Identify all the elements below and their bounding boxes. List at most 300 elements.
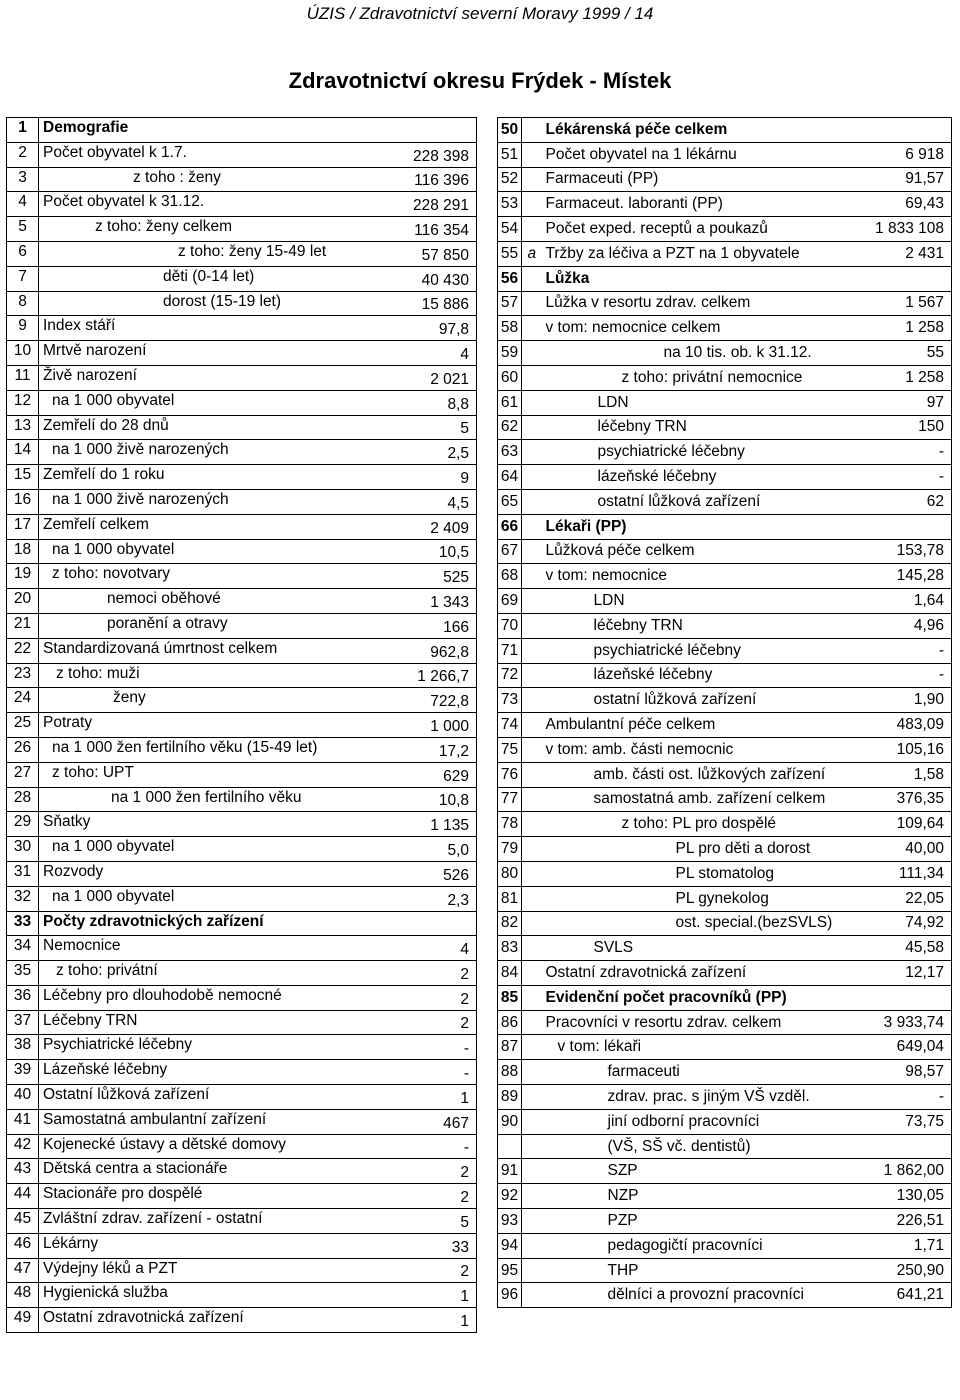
row-label: Zemřelí celkem	[39, 514, 379, 539]
row-number: 92	[498, 1184, 522, 1209]
row-label: Farmaceut. laboranti (PP)	[542, 192, 842, 217]
row-value	[842, 514, 952, 539]
row-number: 75	[498, 737, 522, 762]
row-value: -	[379, 1134, 477, 1159]
table-row	[498, 1184, 952, 1209]
table-row	[498, 539, 952, 564]
row-mark: a	[522, 241, 542, 266]
row-number: 78	[498, 812, 522, 837]
table-row	[498, 886, 952, 911]
row-number: 2	[7, 142, 39, 167]
row-label: Sňatky	[39, 812, 379, 837]
row-number: 27	[7, 762, 39, 787]
row-mark	[522, 737, 542, 762]
row-label: Počet exped. receptů a poukazů	[542, 217, 842, 242]
row-mark	[522, 217, 542, 242]
row-label: LDN	[542, 390, 842, 415]
table-row	[7, 1035, 477, 1060]
row-number: 62	[498, 415, 522, 440]
row-value: 10,5	[379, 539, 477, 564]
row-number: 16	[7, 489, 39, 514]
table-row	[498, 266, 952, 291]
table-row	[7, 1010, 477, 1035]
table-row	[7, 1184, 477, 1209]
right-table	[497, 117, 952, 1308]
row-value: 116 354	[379, 217, 477, 242]
row-number: 72	[498, 663, 522, 688]
row-number: 34	[7, 936, 39, 961]
row-mark	[522, 1109, 542, 1134]
row-value: 6 918	[842, 142, 952, 167]
row-label: Počet obyvatel na 1 lékárnu	[542, 142, 842, 167]
row-mark	[522, 638, 542, 663]
table-row	[7, 886, 477, 911]
row-value: 97,8	[379, 316, 477, 341]
row-value: -	[842, 663, 952, 688]
row-number: 41	[7, 1109, 39, 1134]
row-number: 55	[498, 241, 522, 266]
row-value: 1 567	[842, 291, 952, 316]
row-value: 62	[842, 489, 952, 514]
table-row	[498, 911, 952, 936]
row-label: z toho: ženy 15-49 let	[39, 241, 379, 266]
row-value: 2 409	[379, 514, 477, 539]
row-number: 17	[7, 514, 39, 539]
row-number: 81	[498, 886, 522, 911]
row-label: PL stomatolog	[542, 861, 842, 886]
table-row	[7, 1109, 477, 1134]
table-row	[7, 812, 477, 837]
row-value: 1 258	[842, 365, 952, 390]
row-label: PL pro děti a dorost	[542, 837, 842, 862]
table-row	[498, 613, 952, 638]
row-label: v tom: amb. části nemocnic	[542, 737, 842, 762]
table-row	[498, 762, 952, 787]
table-row	[498, 985, 952, 1010]
row-label: PZP	[542, 1209, 842, 1234]
row-label: Počet obyvatel k 1.7.	[39, 142, 379, 167]
table-row	[498, 341, 952, 366]
row-label: Kojenecké ústavy a dětské domovy	[39, 1134, 379, 1159]
table-row	[498, 1060, 952, 1085]
row-number: 22	[7, 638, 39, 663]
row-number: 4	[7, 192, 39, 217]
row-value: 1	[379, 1308, 477, 1333]
row-label: Index stáří	[39, 316, 379, 341]
table-row	[498, 217, 952, 242]
table-row	[498, 142, 952, 167]
row-label: (VŠ, SŠ vč. dentistů)	[542, 1134, 842, 1159]
row-mark	[522, 1010, 542, 1035]
row-number: 42	[7, 1134, 39, 1159]
table-row	[498, 812, 952, 837]
table-row	[498, 638, 952, 663]
row-value: 15 886	[379, 291, 477, 316]
row-label: z toho: privátní nemocnice	[542, 365, 842, 390]
row-value: 1	[379, 1085, 477, 1110]
row-value	[842, 118, 952, 143]
row-label: Živě narození	[39, 365, 379, 390]
row-label: Rozvody	[39, 861, 379, 886]
row-label: Standardizovaná úmrtnost celkem	[39, 638, 379, 663]
row-number: 82	[498, 911, 522, 936]
row-value: 4	[379, 936, 477, 961]
page-header: ÚZIS / Zdravotnictví severní Moravy 1999 / 14	[306, 4, 654, 23]
row-value: 250,90	[842, 1258, 952, 1283]
row-value: 2	[379, 1184, 477, 1209]
table-row	[7, 192, 477, 217]
table-row	[7, 1258, 477, 1283]
table-row	[7, 1134, 477, 1159]
row-value: 2	[379, 961, 477, 986]
row-label: Mrtvě narození	[39, 341, 379, 366]
table-row	[7, 1283, 477, 1308]
table-row	[498, 316, 952, 341]
table-row	[498, 861, 952, 886]
row-number: 31	[7, 861, 39, 886]
table-row	[7, 713, 477, 738]
row-value: 111,34	[842, 861, 952, 886]
row-value: 1,90	[842, 688, 952, 713]
row-value: 91,57	[842, 167, 952, 192]
row-mark	[522, 985, 542, 1010]
row-label: Zvláštní zdrav. zařízení - ostatní	[39, 1209, 379, 1234]
row-mark	[522, 192, 542, 217]
table-row	[7, 217, 477, 242]
row-mark	[522, 167, 542, 192]
row-label: z toho: PL pro dospělé	[542, 812, 842, 837]
row-number: 96	[498, 1283, 522, 1308]
row-value: 4	[379, 341, 477, 366]
table-row	[7, 1233, 477, 1258]
row-value: 1	[379, 1283, 477, 1308]
row-value: 467	[379, 1109, 477, 1134]
table-row	[7, 564, 477, 589]
row-label: ost. special.(bezSVLS)	[542, 911, 842, 936]
row-value: -	[842, 440, 952, 465]
row-value: 130,05	[842, 1184, 952, 1209]
row-value: -	[842, 638, 952, 663]
row-number: 90	[498, 1109, 522, 1134]
row-label: Lůžka v resortu zdrav. celkem	[542, 291, 842, 316]
table-row	[498, 440, 952, 465]
table-row	[7, 365, 477, 390]
table-row	[498, 663, 952, 688]
row-mark	[522, 911, 542, 936]
row-label: Samostatná ambulantní zařízení	[39, 1109, 379, 1134]
row-value: 641,21	[842, 1283, 952, 1308]
row-value: 145,28	[842, 564, 952, 589]
table-row	[498, 1035, 952, 1060]
table-row	[7, 663, 477, 688]
row-number: 88	[498, 1060, 522, 1085]
row-value: 2 021	[379, 365, 477, 390]
row-number: 15	[7, 465, 39, 490]
row-value: -	[842, 465, 952, 490]
row-label: z toho: ženy celkem	[39, 217, 379, 242]
row-label: amb. části ost. lůžkových zařízení	[542, 762, 842, 787]
row-number: 40	[7, 1085, 39, 1110]
row-value: 5	[379, 415, 477, 440]
table-row	[498, 688, 952, 713]
row-number: 79	[498, 837, 522, 862]
row-number: 12	[7, 390, 39, 415]
row-label: Tržby za léčiva a PZT na 1 obyvatele	[542, 241, 842, 266]
row-mark	[522, 341, 542, 366]
table-row	[498, 365, 952, 390]
row-label: Zemřelí do 1 roku	[39, 465, 379, 490]
row-mark	[522, 118, 542, 143]
row-value: 166	[379, 613, 477, 638]
row-label: z toho: privátní	[39, 961, 379, 986]
row-number: 30	[7, 837, 39, 862]
table-row	[7, 390, 477, 415]
row-mark	[522, 936, 542, 961]
row-number: 93	[498, 1209, 522, 1234]
table-row	[7, 118, 477, 143]
row-label: na 1 000 žen fertilního věku	[39, 787, 379, 812]
row-number: 52	[498, 167, 522, 192]
row-label: v tom: nemocnice celkem	[542, 316, 842, 341]
table-row	[498, 589, 952, 614]
row-number: 8	[7, 291, 39, 316]
row-number: 87	[498, 1035, 522, 1060]
row-value	[379, 118, 477, 143]
row-value: 1 833 108	[842, 217, 952, 242]
row-mark	[522, 1134, 542, 1159]
row-mark	[522, 613, 542, 638]
row-value: 8,8	[379, 390, 477, 415]
row-number: 57	[498, 291, 522, 316]
row-value: 962,8	[379, 638, 477, 663]
row-value: 45,58	[842, 936, 952, 961]
row-number: 39	[7, 1060, 39, 1085]
row-label: na 1 000 obyvatel	[39, 390, 379, 415]
row-number: 23	[7, 663, 39, 688]
row-label: Počty zdravotnických zařízení	[39, 911, 379, 936]
row-mark	[522, 1159, 542, 1184]
row-label: lázeňské léčebny	[542, 663, 842, 688]
row-number: 25	[7, 713, 39, 738]
row-mark	[522, 787, 542, 812]
row-value: 2	[379, 1010, 477, 1035]
row-mark	[522, 1283, 542, 1308]
row-value	[842, 266, 952, 291]
row-number: 46	[7, 1233, 39, 1258]
row-mark	[522, 539, 542, 564]
table-row	[7, 489, 477, 514]
row-label: na 10 tis. ob. k 31.12.	[542, 341, 842, 366]
row-value: 116 396	[379, 167, 477, 192]
table-row	[7, 465, 477, 490]
table-row	[498, 192, 952, 217]
row-label: Potraty	[39, 713, 379, 738]
table-row	[7, 613, 477, 638]
row-number: 76	[498, 762, 522, 787]
row-value: 57 850	[379, 241, 477, 266]
table-row	[498, 390, 952, 415]
table-row	[7, 985, 477, 1010]
row-label: pedagogičtí pracovníci	[542, 1233, 842, 1258]
row-mark	[522, 390, 542, 415]
row-mark	[522, 1233, 542, 1258]
row-number: 1	[7, 118, 39, 143]
row-value: 228 291	[379, 192, 477, 217]
row-value: 69,43	[842, 192, 952, 217]
table-row	[498, 415, 952, 440]
row-value: 376,35	[842, 787, 952, 812]
row-label: Stacionáře pro dospělé	[39, 1184, 379, 1209]
row-value: 722,8	[379, 688, 477, 713]
row-value: 40,00	[842, 837, 952, 862]
row-mark	[522, 1085, 542, 1110]
row-value: 2,3	[379, 886, 477, 911]
row-value: 74,92	[842, 911, 952, 936]
row-number: 19	[7, 564, 39, 589]
row-number: 28	[7, 787, 39, 812]
row-number: 10	[7, 341, 39, 366]
row-number: 91	[498, 1159, 522, 1184]
row-value: 525	[379, 564, 477, 589]
table-row	[498, 1109, 952, 1134]
row-label: farmaceuti	[542, 1060, 842, 1085]
row-value: 22,05	[842, 886, 952, 911]
table-row	[7, 440, 477, 465]
row-value: 2	[379, 1258, 477, 1283]
row-value: 98,57	[842, 1060, 952, 1085]
table-row	[7, 589, 477, 614]
table-row	[498, 1159, 952, 1184]
row-number: 44	[7, 1184, 39, 1209]
row-value: 40 430	[379, 266, 477, 291]
row-number: 68	[498, 564, 522, 589]
row-label: Lékaři (PP)	[542, 514, 842, 539]
row-value: -	[379, 1060, 477, 1085]
table-row	[7, 1159, 477, 1184]
row-mark	[522, 415, 542, 440]
row-number: 3	[7, 167, 39, 192]
table-row	[7, 291, 477, 316]
row-number: 37	[7, 1010, 39, 1035]
row-value: 483,09	[842, 713, 952, 738]
row-value: 1,64	[842, 589, 952, 614]
row-number: 94	[498, 1233, 522, 1258]
row-value: -	[842, 1085, 952, 1110]
row-number: 69	[498, 589, 522, 614]
row-number: 66	[498, 514, 522, 539]
row-value: 1 266,7	[379, 663, 477, 688]
row-value: 4,5	[379, 489, 477, 514]
row-mark	[522, 688, 542, 713]
row-value	[842, 1134, 952, 1159]
row-number: 51	[498, 142, 522, 167]
row-mark	[522, 365, 542, 390]
row-number: 53	[498, 192, 522, 217]
row-mark	[522, 142, 542, 167]
table-row	[7, 961, 477, 986]
row-value: 97	[842, 390, 952, 415]
row-value: 1 862,00	[842, 1159, 952, 1184]
row-mark	[522, 837, 542, 862]
row-label: Demografie	[39, 118, 379, 143]
row-number: 9	[7, 316, 39, 341]
row-label: ženy	[39, 688, 379, 713]
table-row	[498, 1134, 952, 1159]
row-mark	[522, 1060, 542, 1085]
row-number: 32	[7, 886, 39, 911]
row-label: zdrav. prac. s jiným VŠ vzděl.	[542, 1085, 842, 1110]
row-number: 73	[498, 688, 522, 713]
row-mark	[522, 564, 542, 589]
row-mark	[522, 291, 542, 316]
row-number: 86	[498, 1010, 522, 1035]
row-number: 74	[498, 713, 522, 738]
row-number: 54	[498, 217, 522, 242]
row-label: Pracovníci v resortu zdrav. celkem	[542, 1010, 842, 1035]
row-number: 13	[7, 415, 39, 440]
table-row	[498, 118, 952, 143]
table-row	[7, 762, 477, 787]
table-row	[7, 142, 477, 167]
table-row	[498, 1209, 952, 1234]
row-label: Léčebny TRN	[39, 1010, 379, 1035]
row-label: Farmaceuti (PP)	[542, 167, 842, 192]
row-value: 150	[842, 415, 952, 440]
row-label: THP	[542, 1258, 842, 1283]
row-label: jiní odborní pracovníci	[542, 1109, 842, 1134]
row-mark	[522, 465, 542, 490]
row-label: Výdejny léků a PZT	[39, 1258, 379, 1283]
row-value	[842, 985, 952, 1010]
row-number: 60	[498, 365, 522, 390]
row-value: 1 135	[379, 812, 477, 837]
row-label: na 1 000 obyvatel	[39, 837, 379, 862]
row-value	[379, 911, 477, 936]
table-row	[7, 266, 477, 291]
row-number: 59	[498, 341, 522, 366]
row-label: samostatná amb. zařízení celkem	[542, 787, 842, 812]
row-label: Ambulantní péče celkem	[542, 713, 842, 738]
row-mark	[522, 886, 542, 911]
left-table	[6, 117, 477, 1333]
row-number: 45	[7, 1209, 39, 1234]
row-number: 95	[498, 1258, 522, 1283]
table-row	[7, 861, 477, 886]
table-row	[498, 1283, 952, 1308]
row-value: 3 933,74	[842, 1010, 952, 1035]
row-value: 5,0	[379, 837, 477, 862]
table-row	[498, 1010, 952, 1035]
row-value: 1 000	[379, 713, 477, 738]
table-row	[7, 638, 477, 663]
table-row	[7, 415, 477, 440]
row-value: 2	[379, 1159, 477, 1184]
row-label: na 1 000 živě narozených	[39, 489, 379, 514]
row-label: Hygienická služba	[39, 1283, 379, 1308]
row-value: 228 398	[379, 142, 477, 167]
row-mark	[522, 713, 542, 738]
row-label: psychiatrické léčebny	[542, 638, 842, 663]
row-mark	[522, 861, 542, 886]
row-mark	[522, 440, 542, 465]
row-number: 5	[7, 217, 39, 242]
page-title: Zdravotnictví okresu Frýdek - Místek	[288, 68, 672, 93]
row-value: 1 258	[842, 316, 952, 341]
row-mark	[522, 489, 542, 514]
row-number: 26	[7, 737, 39, 762]
row-label: Ostatní zdravotnická zařízení	[39, 1308, 379, 1333]
table-row	[7, 688, 477, 713]
